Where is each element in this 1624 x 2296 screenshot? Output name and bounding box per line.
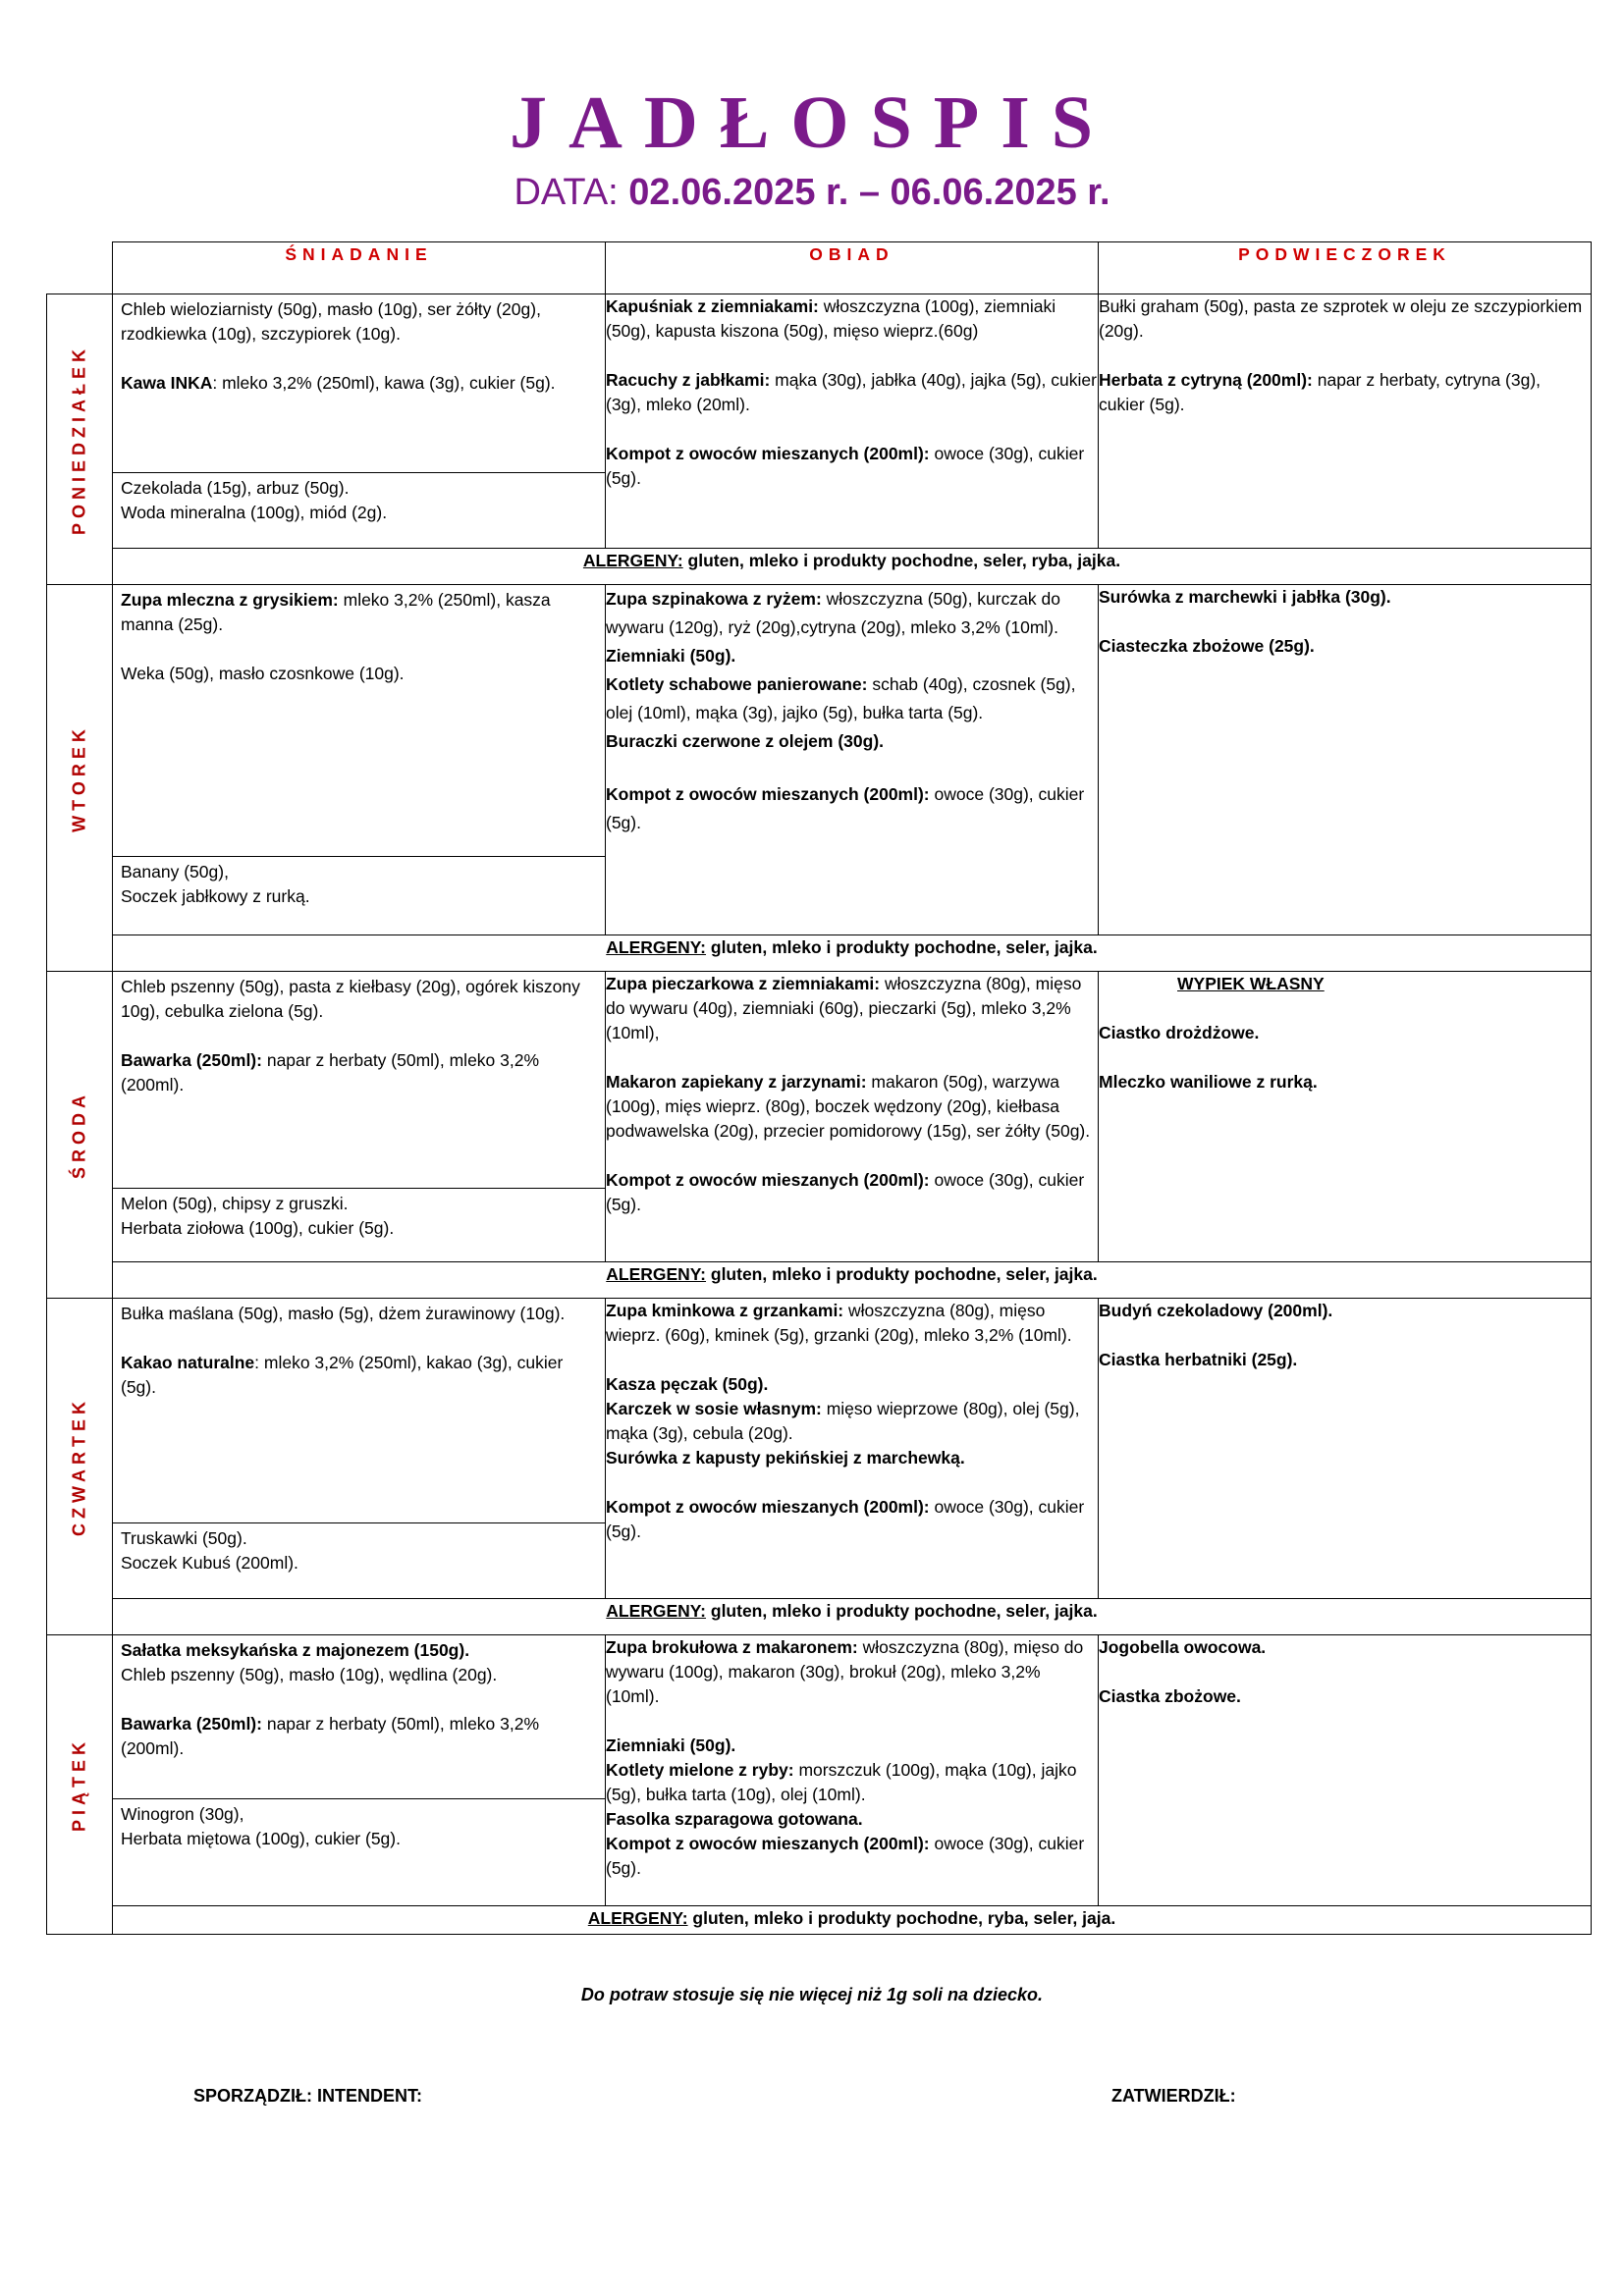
second-breakfast (113, 1799, 605, 1854)
lunch-item: Zupa kminkowa z grzankami: włoszczyzna (80g), mięso wieprz. (60g), kminek (5g), grzanki (20g), mleko 3,2% (10ml). (606, 1301, 1072, 1345)
snack-cell (1099, 972, 1592, 1262)
lunch-item: Kompot z owoców mieszanych (200ml): owoce (30g), cukier (5g). (606, 1834, 1085, 1878)
day-cell-monday (47, 294, 113, 585)
breakfast-cell (113, 585, 606, 935)
corner-cell (47, 242, 113, 294)
snack-item: Ciastko drożdżowe. (1099, 1023, 1260, 1042)
day-label: PONIEDZIAŁEK (69, 344, 89, 535)
snack-heading: WYPIEK WŁASNY (1177, 974, 1325, 993)
day-cell-tuesday (47, 585, 113, 972)
breakfast-main (113, 294, 605, 473)
approved-by-label: ZATWIERDZIŁ: (1111, 2086, 1236, 2106)
day-label: ŚRODA (69, 1090, 89, 1180)
second-breakfast (113, 857, 605, 912)
breakfast-item: Chleb wieloziarnisty (50g), masło (10g), ser żółty (20g), rzodkiewka (10g), szczypiorek (10g). (121, 299, 541, 344)
day-row-thursday (47, 1299, 1592, 1599)
lunch-item: Buraczki czerwone z olejem (30g). (606, 731, 885, 751)
lunch-cell (606, 972, 1099, 1262)
lunch-item: Kapuśniak z ziemniakami: włoszczyzna (100g), ziemniaki (50g), kapusta kiszona (50g), mięso wieprz.(60g) (606, 296, 1056, 341)
breakfast-drink: Kakao naturalne: mleko 3,2% (250ml), kakao (3g), cukier (5g). (121, 1353, 564, 1397)
snack-item: Bułki graham (50g), pasta ze szprotek w oleju ze szczypiorkiem (20g). (1099, 296, 1583, 341)
date-range (0, 169, 1624, 216)
day-row-friday (47, 1635, 1592, 1906)
lunch-item: Ziemniaki (50g). (606, 646, 736, 666)
snack-item: Ciastka herbatniki (25g). (1099, 1350, 1298, 1369)
allergens-row-friday (47, 1906, 1592, 1935)
page-title: JADŁOSPIS (509, 81, 1115, 164)
day-row-monday (47, 294, 1592, 549)
second-breakfast (113, 1523, 605, 1578)
day-label: PIĄTEK (69, 1736, 89, 1833)
breakfast-item: Chleb pszenny (50g), pasta z kiełbasy (20g), ogórek kiszony 10g), cebulka zielona (5g). (121, 977, 580, 1021)
second-breakfast (113, 473, 605, 528)
breakfast-main (113, 972, 605, 1189)
lunch-item: Kompot z owoców mieszanych (200ml): owoce (30g), cukier (5g). (606, 784, 1085, 832)
breakfast-main (113, 1635, 605, 1799)
lunch-cell (606, 585, 1099, 935)
lunch-item: Makaron zapiekany z jarzynami: makaron (50g), warzywa (100g), mięs wieprz. (80g), boczek wędzony (20g), kiełbasa podwawelska (20g), przecier pomidorowy (15g), ser żółty (50g). (606, 1072, 1091, 1141)
second-breakfast-item: Czekolada (15g), arbuz (50g). (121, 478, 350, 498)
breakfast-item: Chleb pszenny (50g), masło (10g), wędlina (20g). (121, 1665, 498, 1684)
second-breakfast-item: Melon (50g), chipsy z gruszki. (121, 1194, 349, 1213)
day-label: WTOREK (69, 723, 89, 832)
second-breakfast-item: Banany (50g), (121, 862, 229, 881)
lunch-item: Zupa brokułowa z makaronem: włoszczyzna (80g), mięso do wywaru (100g), makaron (30g), brokuł (20g), mleko 3,2% (10ml). (606, 1637, 1084, 1706)
prepared-by-label: SPORZĄDZIŁ: INTENDENT: (193, 2086, 422, 2106)
breakfast-main (113, 585, 605, 857)
lunch-item: Fasolka szparagowa gotowana. (606, 1809, 863, 1829)
lunch-item: Kompot z owoców mieszanych (200ml): owoce (30g), cukier (5g). (606, 1497, 1085, 1541)
breakfast-cell (113, 294, 606, 549)
lunch-item: Kotlety mielone z ryby: morszczuk (100g), mąka (10g), jajko (5g), bułka tarta (10g), olej (10ml). (606, 1760, 1077, 1804)
day-label: CZWARTEK (69, 1397, 89, 1536)
breakfast-cell (113, 1635, 606, 1906)
lunch-item: Kompot z owoców mieszanych (200ml): owoce (30g), cukier (5g). (606, 444, 1085, 488)
snack-item: Surówka z marchewki i jabłka (30g). (1099, 587, 1391, 607)
snack-item: Mleczko waniliowe z rurką. (1099, 1072, 1318, 1092)
day-cell-thursday (47, 1299, 113, 1635)
second-breakfast (113, 1189, 605, 1244)
lunch-item: Surówka z kapusty pekińskiej z marchewką. (606, 1448, 965, 1468)
breakfast-main (113, 1299, 605, 1523)
allergens-note: ALERGENY: gluten, mleko i produkty pochodne, seler, jajka. (113, 1262, 1592, 1299)
lunch-item: Zupa pieczarkowa z ziemniakami: włoszczyzna (80g), mięso do wywaru (40g), ziemniaki (60g), pieczarki (5g), mleko 3,2% (10ml), (606, 974, 1082, 1042)
lunch-item: Karczek w sosie własnym: mięso wieprzowe (80g), olej (5g), mąka (3g), cebula (20g). (606, 1399, 1080, 1443)
date-label: DATA: (514, 172, 619, 213)
column-header-snack: PODWIECZOREK (1099, 242, 1592, 294)
allergens-note: ALERGENY: gluten, mleko i produkty pochodne, seler, jajka. (113, 1599, 1592, 1635)
second-breakfast-item: Soczek jabłkowy z rurką. (121, 886, 310, 906)
menu-table (46, 241, 1592, 1935)
breakfast-item: Weka (50g), masło czosnkowe (10g). (121, 664, 405, 683)
allergens-row-wednesday (47, 1262, 1592, 1299)
allergens-note: ALERGENY: gluten, mleko i produkty pochodne, ryba, seler, jaja. (113, 1906, 1592, 1935)
lunch-item: Racuchy z jabłkami: mąka (30g), jabłka (40g), jajka (5g), cukier (3g), mleko (20ml). (606, 370, 1097, 414)
snack-cell (1099, 1635, 1592, 1906)
lunch-cell (606, 294, 1099, 549)
second-breakfast-item: Winogron (30g), (121, 1804, 244, 1824)
snack-cell (1099, 585, 1592, 935)
lunch-item: Kompot z owoców mieszanych (200ml): owoce (30g), cukier (5g). (606, 1170, 1085, 1214)
second-breakfast-item: Herbata miętowa (100g), cukier (5g). (121, 1829, 401, 1848)
allergens-row-thursday (47, 1599, 1592, 1635)
column-header-lunch: OBIAD (606, 242, 1099, 294)
lunch-item: Kotlety schabowe panierowane: schab (40g), czosnek (5g), olej (10ml), mąka (3g), jajko (5g), bułka tarta (5g). (606, 674, 1076, 722)
salt-note: Do potraw stosuje się nie więcej niż 1g soli na dziecko. (580, 1985, 1044, 2004)
breakfast-cell (113, 972, 606, 1262)
lunch-cell (606, 1299, 1099, 1599)
second-breakfast-item: Woda mineralna (100g), miód (2g). (121, 503, 388, 522)
lunch-item: Zupa szpinakowa z ryżem: włoszczyzna (50g), kurczak do wywaru (120g), ryż (20g),cytryna (20g), mleko 3,2% (10ml). (606, 589, 1060, 637)
second-breakfast-item: Truskawki (50g). (121, 1528, 247, 1548)
allergens-note: ALERGENY: gluten, mleko i produkty pochodne, seler, ryba, jajka. (113, 549, 1592, 585)
snack-item: Herbata z cytryną (200ml): napar z herbaty, cytryna (3g), cukier (5g). (1099, 370, 1542, 414)
breakfast-item: Zupa mleczna z grysikiem: mleko 3,2% (250ml), kasza manna (25g). (121, 590, 551, 634)
breakfast-drink: Kawa INKA: mleko 3,2% (250ml), kawa (3g), cukier (5g). (121, 373, 556, 393)
day-cell-wednesday (47, 972, 113, 1299)
header-row (47, 242, 1592, 294)
column-header-breakfast: ŚNIADANIE (113, 242, 606, 294)
breakfast-drink: Bawarka (250ml): napar z herbaty (50ml), mleko 3,2% (200ml). (121, 1050, 540, 1095)
allergens-note: ALERGENY: gluten, mleko i produkty pochodne, seler, jajka. (113, 935, 1592, 972)
day-row-wednesday (47, 972, 1592, 1262)
second-breakfast-item: Soczek Kubuś (200ml). (121, 1553, 298, 1573)
second-breakfast-item: Herbata ziołowa (100g), cukier (5g). (121, 1218, 395, 1238)
breakfast-item: Bułka maślana (50g), masło (5g), dżem żurawinowy (10g). (121, 1304, 566, 1323)
breakfast-cell (113, 1299, 606, 1599)
snack-item: Ciasteczka zbożowe (25g). (1099, 636, 1315, 656)
day-row-tuesday (47, 585, 1592, 935)
snack-cell (1099, 294, 1592, 549)
breakfast-item: Sałatka meksykańska z majonezem (150g). (121, 1640, 470, 1660)
allergens-row-tuesday (47, 935, 1592, 972)
breakfast-drink: Bawarka (250ml): napar z herbaty (50ml), mleko 3,2% (200ml). (121, 1714, 540, 1758)
lunch-item: Kasza pęczak (50g). (606, 1374, 769, 1394)
snack-item: Budyń czekoladowy (200ml). (1099, 1301, 1333, 1320)
allergens-row-monday (47, 549, 1592, 585)
lunch-item: Ziemniaki (50g). (606, 1735, 736, 1755)
date-value: 02.06.2025 r. – 06.06.2025 r. (628, 172, 1110, 213)
snack-cell (1099, 1299, 1592, 1599)
snack-item: Jogobella owocowa. (1099, 1637, 1267, 1657)
lunch-cell (606, 1635, 1099, 1906)
snack-item: Ciastka zbożowe. (1099, 1686, 1241, 1706)
day-cell-friday (47, 1635, 113, 1935)
